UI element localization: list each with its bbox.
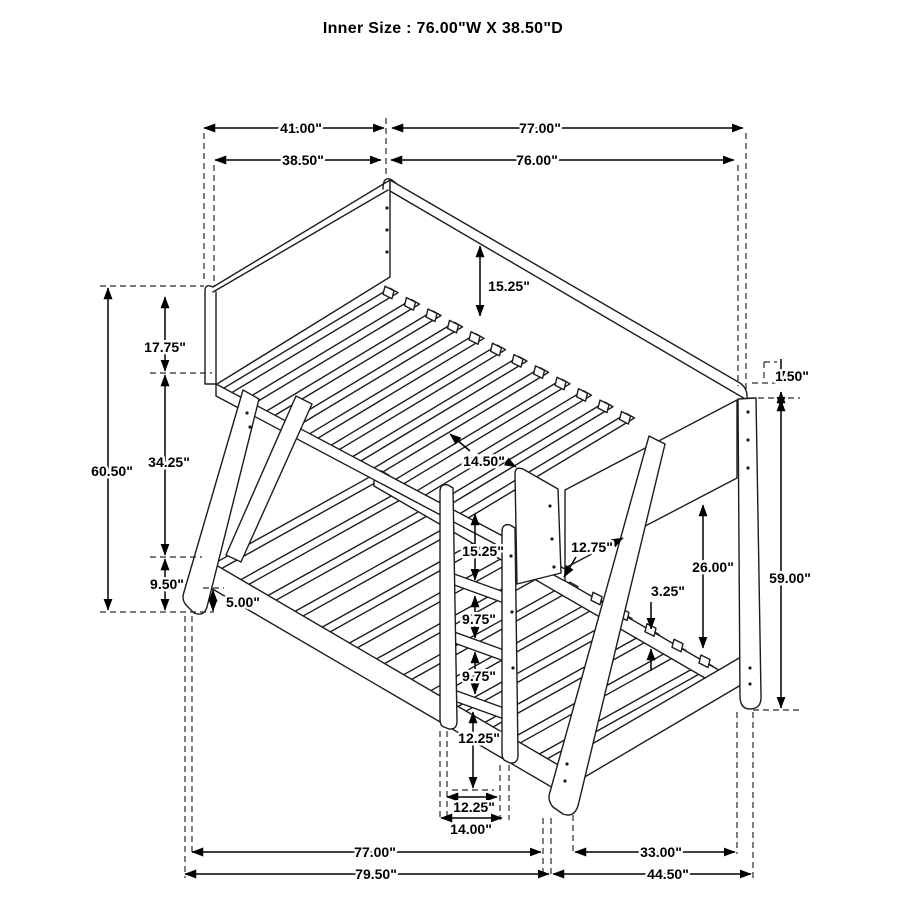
dim-label-rail-opening: 14.50" (463, 453, 505, 469)
dim-label-ladder-outer-width: 14.00" (450, 821, 492, 837)
right-rear-leg (738, 398, 761, 709)
upper-back-rail (390, 180, 747, 400)
lower-headboard-panel (515, 468, 561, 584)
dim-label-bottom-depth-inner: 33.00" (640, 844, 682, 860)
dim-label-bunk-clearance: 26.00" (692, 559, 734, 575)
dim-label-ladder-inner-width: 12.25" (453, 799, 495, 815)
dim-label-top-length-inner: 76.00" (516, 152, 558, 168)
dim-label-overall-height: 60.50" (91, 463, 133, 479)
dim-label-right-leg-height: 59.00" (769, 570, 811, 586)
dim-label-ladder-top-spacing: 15.25" (462, 543, 504, 559)
dim-label-rung-spacing-1: 9.75" (462, 611, 496, 627)
dim-label-underbed-clearance: 5.00" (226, 594, 260, 610)
dim-label-guardrail-height: 15.25" (488, 278, 530, 294)
dim-label-slat-rail-height: 3.25" (651, 583, 685, 599)
dim-label-rung-spacing-2: 9.75" (462, 668, 496, 684)
dim-label-mid-section-height: 34.25" (148, 454, 190, 470)
dim-label-headboard-height: 17.75" (144, 339, 186, 355)
ladder-right-rail (502, 525, 518, 763)
dim-label-top-depth-inner: 38.50" (282, 152, 324, 168)
dim-label-bottom-depth-outer: 44.50" (647, 866, 689, 882)
dim-label-bottom-length-inner: 77.00" (354, 844, 396, 860)
bunk-bed-drawing (183, 179, 761, 815)
dim-label-top-rail-lip: 1.50" (775, 368, 809, 384)
diagram-title: Inner Size : 76.00"W X 38.50"D (322, 20, 564, 37)
dim-label-ladder-bottom-spacing: 12.25" (458, 730, 500, 746)
dim-label-top-length-outer: 77.00" (519, 120, 561, 136)
dim-label-bottom-length-outer: 79.50" (355, 866, 397, 882)
dim-label-lower-frame-height: 9.50" (150, 576, 184, 592)
dim-label-top-depth-outer: 41.00" (280, 120, 322, 136)
dim-label-lower-headboard-panel: 12.75" (571, 539, 613, 555)
